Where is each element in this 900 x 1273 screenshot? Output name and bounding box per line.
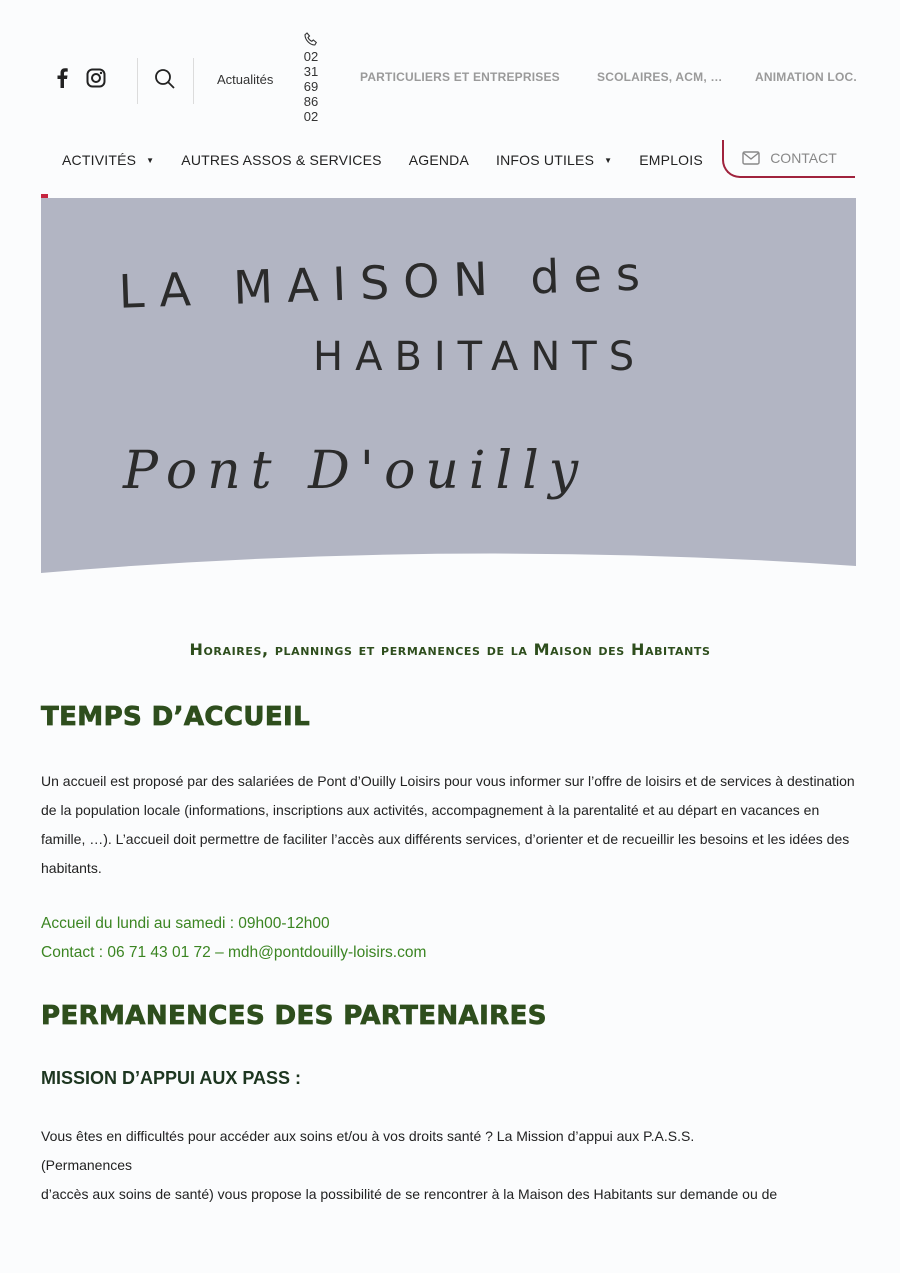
nav-item-emplois[interactable] bbox=[639, 152, 703, 168]
caret-down-icon: ▼ bbox=[604, 155, 613, 165]
contact-button[interactable] bbox=[722, 140, 855, 178]
top-link-particuliers[interactable]: PARTICULIERS ET ENTREPRISES bbox=[360, 70, 560, 84]
divider bbox=[193, 58, 194, 104]
search-icon[interactable] bbox=[154, 68, 176, 90]
facebook-icon[interactable] bbox=[56, 68, 68, 88]
top-bar bbox=[0, 0, 900, 130]
accueil-description: Un accueil est proposé par des salariées de Pont d’Ouilly Loisirs pour vous informer sur l’offre de loisirs et de services à destination de la population locale (informations, inscriptions aux activités, accompagnement à la parentalité et au départ en vacances en famille, …). L’accueil doit permettre de faciliter l’accès aux différents services, d’orienter et de recueillir les besoins et les idées des habitants. bbox=[41, 773, 855, 876]
top-link-animation[interactable]: ANIMATION LOC. bbox=[755, 70, 857, 84]
phone-digits: 86 bbox=[303, 94, 319, 109]
section-title-accueil: TEMPS D’ACCUEIL bbox=[41, 702, 311, 732]
nav-item-label: ACTIVITÉS bbox=[62, 152, 137, 168]
phone-digits: 69 bbox=[303, 79, 319, 94]
contact-label: CONTACT bbox=[770, 150, 837, 166]
main-nav bbox=[62, 152, 730, 168]
nav-item-label: AGENDA bbox=[408, 152, 470, 168]
hero-banner bbox=[41, 198, 856, 586]
divider bbox=[137, 58, 138, 104]
mission-title: MISSION D’APPUI AUX PASS : bbox=[41, 1068, 302, 1088]
hero-curve bbox=[41, 554, 856, 586]
phone-block[interactable] bbox=[298, 32, 324, 124]
phone-digits: 02 bbox=[303, 49, 319, 64]
handwritten-line: HABITANTS bbox=[313, 334, 647, 380]
nav-item-label: INFOS UTILES bbox=[496, 152, 595, 168]
section-title-permanences: PERMANENCES DES PARTENAIRES bbox=[41, 1001, 547, 1031]
mission-text-line: Vous êtes en difficultés pour accéder aux soins et/ou à vos droits santé ? La Mission d’appui aux P.A.S.S. bbox=[41, 1128, 695, 1144]
nav-item-label: AUTRES ASSOS & SERVICES bbox=[181, 152, 382, 168]
nav-item-agenda[interactable] bbox=[409, 152, 469, 168]
phone-digits: 02 bbox=[303, 109, 319, 124]
phone-digits: 31 bbox=[303, 64, 319, 79]
handwritten-note bbox=[41, 198, 856, 586]
mission-text-line: d’accès aux soins de santé) vous propose la possibilité de se rencontrer à la Maison des Habitants sur demande ou de bbox=[41, 1186, 778, 1202]
nav-item-activites[interactable] bbox=[62, 152, 154, 168]
top-link-scolaires[interactable]: SCOLAIRES, ACM, … bbox=[597, 70, 723, 84]
contact-line[interactable]: Contact : 06 71 43 01 72 – mdh@pontdouilly-loisirs.com bbox=[41, 944, 427, 961]
handwritten-line: LA MAISON des bbox=[117, 246, 655, 319]
mission-text-line: (Permanences bbox=[41, 1157, 133, 1173]
social-links bbox=[56, 68, 106, 88]
page-subtitle: Horaires, plannings et permanences de la Maison des Habitants bbox=[189, 640, 711, 659]
news-link[interactable]: Actualités bbox=[217, 72, 274, 87]
caret-down-icon: ▼ bbox=[146, 155, 155, 165]
mail-icon bbox=[742, 151, 760, 165]
nav-item-infos-utiles[interactable] bbox=[496, 152, 612, 168]
nav-item-label: EMPLOIS bbox=[639, 152, 703, 168]
phone-number bbox=[298, 49, 324, 124]
nav-item-autres-assos[interactable] bbox=[181, 152, 381, 168]
phone-icon bbox=[304, 32, 318, 46]
opening-hours: Accueil du lundi au samedi : 09h00-12h00 bbox=[41, 915, 330, 932]
instagram-icon[interactable] bbox=[86, 68, 106, 88]
handwritten-line: Pont D'ouilly bbox=[123, 441, 589, 501]
